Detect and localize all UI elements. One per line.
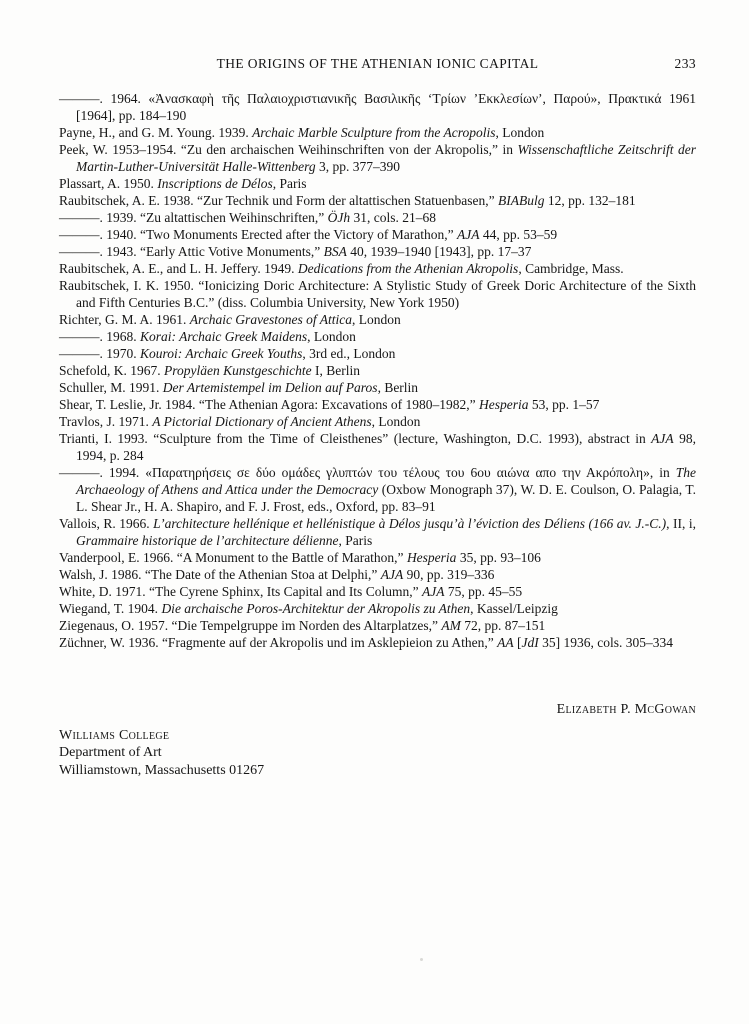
citation-text: Richter, G. M. A. 1961.	[59, 312, 190, 327]
bibliography-entry	[59, 634, 696, 651]
text-block	[59, 56, 696, 779]
bibliography-entry	[59, 260, 696, 277]
citation-text: Wiegand, T. 1904.	[59, 601, 162, 616]
signature-block	[59, 701, 696, 779]
running-head-title: THE ORIGINS OF THE ATHENIAN IONIC CAPITAL	[216, 56, 539, 71]
citation-text: Raubitschek, A. E. 1938. “Zur Technik und Form der altattischen Statuenbasen,”	[59, 193, 498, 208]
cited-title: A Pictorial Dictionary of Ancient Athens	[152, 414, 372, 429]
bibliography-entry	[59, 175, 696, 192]
cited-title: BSA	[323, 244, 347, 259]
citation-text: 35] 1936, cols. 305–334	[538, 635, 673, 650]
cited-title: AJA	[651, 431, 674, 446]
bibliography	[59, 90, 696, 651]
bibliography-entry	[59, 413, 696, 430]
bibliography-entry	[59, 311, 696, 328]
citation-text: Payne, H., and G. M. Young. 1939.	[59, 125, 253, 140]
citation-text: Shear, T. Leslie, Jr. 1984. “The Athenian Agora: Excavations of 1980–1982,”	[59, 397, 479, 412]
cited-title: Kouroi: Archaic Greek Youths	[140, 346, 303, 361]
citation-text: , Cambridge, Mass.	[518, 261, 624, 276]
citation-text: , London	[352, 312, 401, 327]
cited-title: AA	[497, 635, 514, 650]
bibliography-entry	[59, 345, 696, 362]
cited-title: ÖJh	[327, 210, 351, 225]
cited-title: BIABulg	[497, 193, 545, 208]
cited-title: AJA	[457, 227, 480, 242]
citation-text: Ziegenaus, O. 1957. “Die Tempelgruppe im Norden des Altarplatzes,”	[59, 618, 442, 633]
author-department: Department of Art	[59, 745, 162, 760]
cited-title: AM	[441, 618, 461, 633]
bibliography-entry	[59, 90, 696, 124]
citation-text: [	[513, 635, 522, 650]
citation-text: ———. 1939. “Zu altattischen Weihinschriften,”	[59, 210, 328, 225]
citation-text: Züchner, W. 1936. “Fragmente auf der Akropolis und im Asklepieion zu Athen,”	[59, 635, 498, 650]
author-institution: Williams College	[59, 727, 170, 743]
citation-text: ———. 1940. “Two Monuments Erected after the Victory of Marathon,”	[59, 227, 458, 242]
citation-text: , London	[307, 329, 356, 344]
citation-text: Walsh, J. 1986. “The Date of the Athenian Stoa at Delphi,”	[59, 567, 381, 582]
citation-text: Trianti, I. 1993. “Sculpture from the Time of Cleisthenes” (lecture, Washington, D.C. 1993), abstract in	[59, 431, 652, 446]
cited-title: AJA	[421, 584, 445, 599]
cited-title: Dedications from the Athenian Akropolis	[297, 261, 519, 276]
cited-title: Die archaische Poros-Architektur der Akropolis zu Athen	[161, 601, 471, 616]
citation-text: I, Berlin	[311, 363, 360, 378]
cited-title: Korai: Archaic Greek Maidens	[140, 329, 308, 344]
bibliography-entry	[59, 617, 696, 634]
citation-text: ———. 1968.	[59, 329, 140, 344]
citation-text: 98, 1994, p. 284	[76, 431, 697, 463]
cited-title: Archaic Marble Sculpture from the Acropolis	[252, 125, 496, 140]
citation-text: Raubitschek, A. E., and L. H. Jeffery. 1949.	[59, 261, 298, 276]
cited-title: Inscriptions de Délos	[157, 176, 273, 191]
cited-title: Hesperia	[406, 550, 457, 565]
bibliography-entry	[59, 243, 696, 260]
author-name: Elizabeth P. McGowan	[556, 702, 696, 717]
citation-text: Raubitschek, I. K. 1950. “Ionicizing Doric Architecture: A Stylistic Study of Greek Doric Architecture of the Sixth and Fifth Centuries B.C.” (diss. Columbia University, New York 1950)	[59, 278, 696, 310]
citation-text: 12, pp. 132–181	[544, 193, 636, 208]
citation-text: , Paris	[338, 533, 373, 548]
citation-text: ———. 1994. «Παρατηρήσεις σε δύο ομάδες γλυπτών του τέλους του 6ου αιώνα απο την Ακρόπολη», in	[59, 465, 676, 480]
citation-text: , Kassel/Leipzig	[470, 601, 558, 616]
citation-text: , Berlin	[377, 380, 419, 395]
bibliography-entry	[59, 124, 696, 141]
citation-text: ———. 1943. “Early Attic Votive Monuments,”	[59, 244, 324, 259]
scan-artifact	[420, 958, 423, 961]
citation-text: 44, pp. 53–59	[479, 227, 558, 242]
bibliography-entry	[59, 430, 696, 464]
citation-text: , London	[371, 414, 421, 429]
page-number: 233	[674, 56, 696, 71]
cited-title: Propyläen Kunstgeschichte	[164, 363, 312, 378]
cited-title: Der Artemistempel im Delion auf Paros	[162, 380, 378, 395]
cited-title: L’architecture hellénique et hellénistique à Délos jusqu’à l’éviction des Déliens (166 av. J.-C.)	[153, 516, 667, 531]
bibliography-entry	[59, 600, 696, 617]
citation-text: Vanderpool, E. 1966. “A Monument to the Battle of Marathon,”	[59, 550, 407, 565]
citation-text: 90, pp. 319–336	[403, 567, 495, 582]
bibliography-entry	[59, 464, 696, 515]
cited-title: Hesperia	[479, 397, 529, 412]
bibliography-entry	[59, 226, 696, 243]
citation-text: Travlos, J. 1971.	[59, 414, 153, 429]
bibliography-entry	[59, 277, 696, 311]
citation-text: , London	[495, 125, 545, 140]
bibliography-entry	[59, 583, 696, 600]
bibliography-entry	[59, 379, 696, 396]
bibliography-entry	[59, 549, 696, 566]
bibliography-entry	[59, 192, 696, 209]
cited-title: Archaic Gravestones of Attica	[189, 312, 353, 327]
bibliography-entry	[59, 209, 696, 226]
cited-title: JdI	[521, 635, 539, 650]
running-header	[59, 56, 696, 76]
bibliography-entry	[59, 328, 696, 345]
cited-title: The Archaeology of Athens and Attica under the Democracy	[76, 465, 696, 497]
citation-text: 72, pp. 87–151	[460, 618, 546, 633]
citation-text: ———. 1970.	[59, 346, 140, 361]
citation-text: 53, pp. 1–57	[528, 397, 600, 412]
citation-text: Vallois, R. 1966.	[59, 516, 154, 531]
citation-text: 35, pp. 93–106	[456, 550, 541, 565]
cited-title: Grammaire historique de l’architecture délienne	[76, 533, 339, 548]
bibliography-entry	[59, 515, 696, 549]
citation-text: White, D. 1971. “The Cyrene Sphinx, Its Capital and Its Column,”	[59, 584, 422, 599]
bibliography-entry	[59, 396, 696, 413]
citation-text: 40, 1939–1940 [1943], pp. 17–37	[346, 244, 532, 259]
bibliography-entry	[59, 141, 696, 175]
citation-text: Schuller, M. 1991.	[59, 380, 163, 395]
citation-text: (Oxbow Monograph 37), W. D. E. Coulson, O. Palagia, T. L. Shear Jr., H. A. Shapiro, and F. J. Frost, eds., Oxford, pp. 83–91	[76, 482, 696, 514]
citation-text: 3, pp. 377–390	[315, 159, 400, 174]
citation-text: Schefold, K. 1967.	[59, 363, 164, 378]
citation-text: Plassart, A. 1950.	[59, 176, 158, 191]
citation-text: , Paris	[272, 176, 307, 191]
citation-text: 75, pp. 45–55	[444, 584, 523, 599]
citation-text: 31, cols. 21–68	[350, 210, 436, 225]
citation-text: ———. 1964. «Ἀνασκαφὴ τῆς Παλαιοχριστιανικῆς Βασιλικῆς ‘Τρίων ’Εκκλεσίων’, Παρού», Πρακτικά 1961 [1964], pp. 184–190	[59, 91, 696, 123]
citation-text: Peek, W. 1953–1954. “Zu den archaischen Weihinschriften von der Akropolis,” in	[59, 142, 518, 157]
bibliography-entry	[59, 362, 696, 379]
citation-text: , 3rd ed., London	[302, 346, 396, 361]
bibliography-entry	[59, 566, 696, 583]
cited-title: AJA	[380, 567, 404, 582]
citation-text: , II, i,	[666, 516, 696, 531]
cited-title: Wissenschaftliche Zeitschrift der Martin-Luther-Universität Halle-Wittenberg	[76, 142, 696, 174]
author-address: Williamstown, Massachusetts 01267	[59, 762, 265, 778]
